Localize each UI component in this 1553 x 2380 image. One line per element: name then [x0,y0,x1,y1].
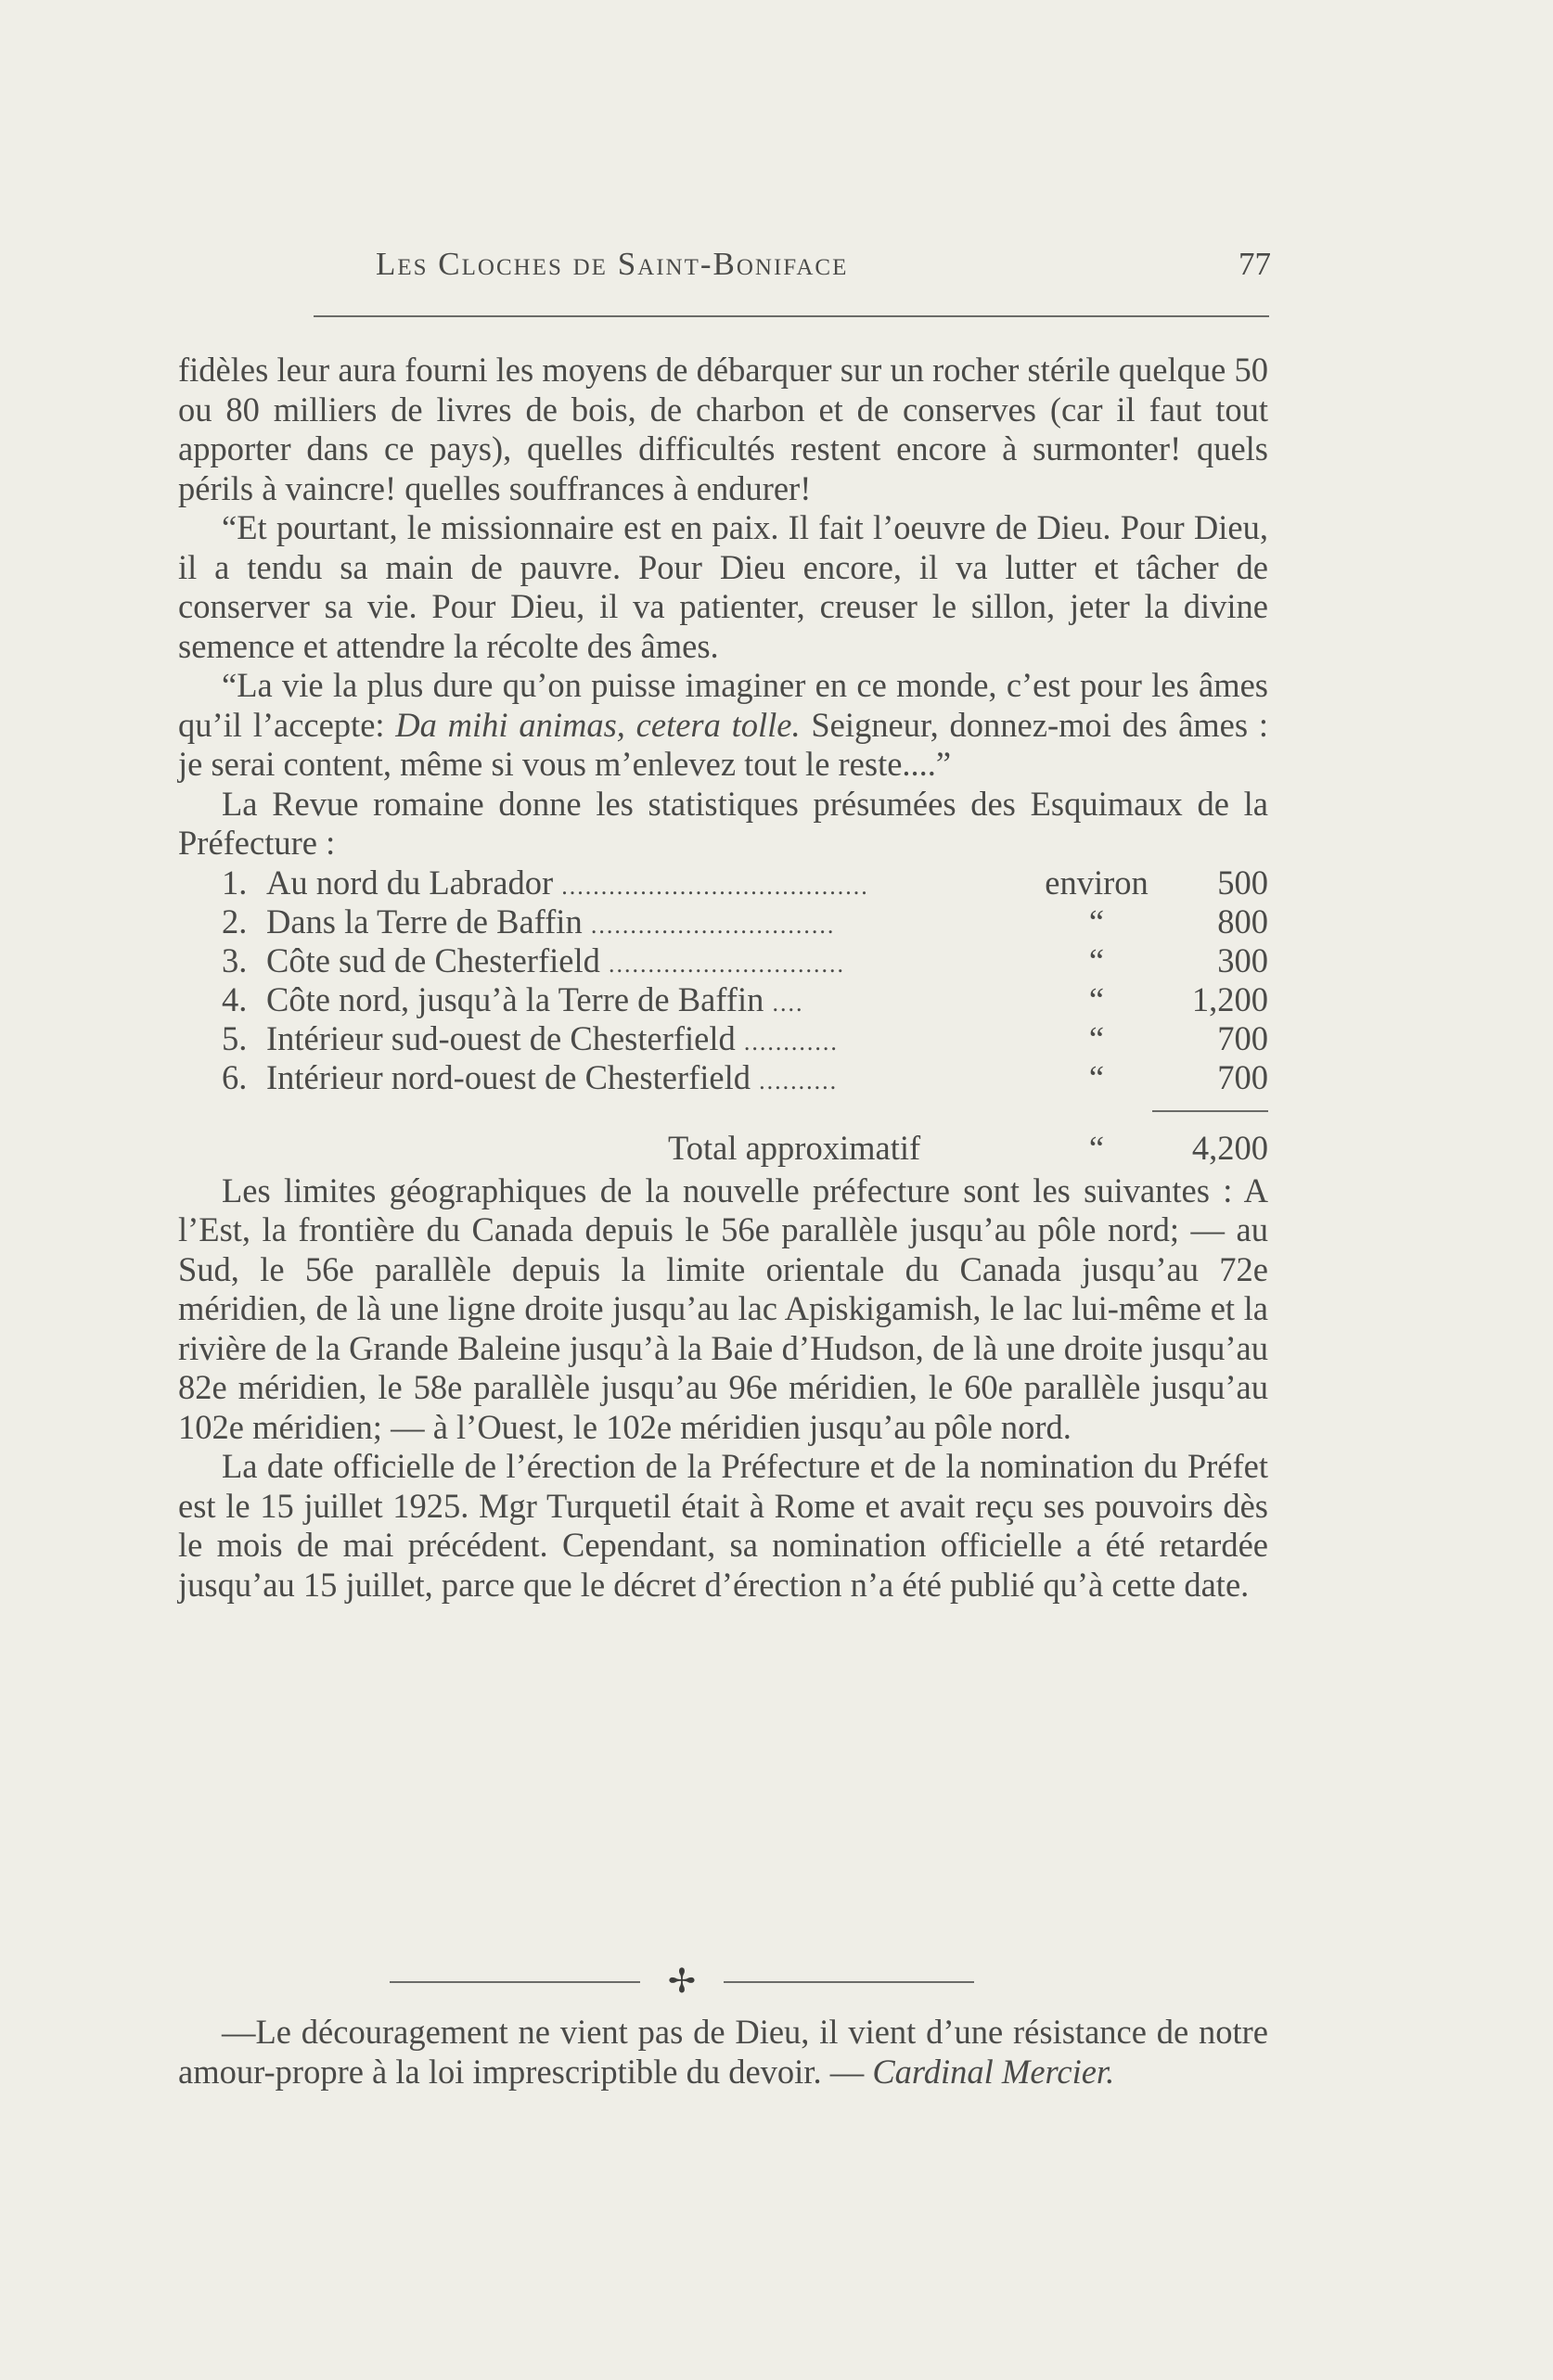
cross-icon: ✢ [667,1963,697,2000]
divider-line-left [390,1981,640,1983]
stat-unit: “ [1088,979,1105,1018]
stat-number: 2. [222,902,248,940]
stat-value: 800 [1217,902,1268,940]
paragraph-statistics-intro: La Revue romaine donne les statistiques présumées des Esquimaux de la Préfecture : [178,784,1268,862]
running-head-title: Les Cloches de Saint-Boniface [376,246,849,282]
main-text [178,351,1268,1605]
quote-after: Seigneur, donnez-moi des âmes : je serai content, même si vous m’enlevez tout le reste....” [178,705,1268,783]
stat-value: 1,200 [1191,979,1268,1018]
total-row [178,1123,1268,1171]
stat-value: 500 [1217,863,1268,902]
stat-number: 6. [222,1057,248,1096]
stat-number: 4. [222,979,248,1018]
stat-unit: “ [1088,1057,1105,1096]
leader-dots: .............................. [608,950,845,978]
stat-row [178,902,1268,941]
total-rule [1152,1110,1268,1112]
stat-label: Dans la Terre de Baffin ............................... [266,902,836,940]
stat-number: 3. [222,940,248,979]
stat-label: Côte nord, jusqu’à la Terre de Baffin .... [266,979,804,1018]
leader-dots: ............................... [590,911,836,939]
paragraph-missionary: “Et pourtant, le missionnaire est en paix. Il fait l’oeuvre de Dieu. Pour Dieu, il a tendu sa main de pauvre. Pour Dieu encore, il va lutter et tâcher de conserver sa vie. Pour Dieu, il va patienter, creuser le sillon, jeter la divine semence et attendre la récolte des âmes. [178,508,1268,665]
stat-row [178,1019,1268,1058]
stat-value: 700 [1217,1057,1268,1096]
page-number: 77 [1239,246,1271,282]
epigraph [178,2013,1268,2092]
quote-latin: Da mihi animas, cetera tolle. [395,705,801,744]
paragraph-boundaries: Les limites géographiques de la nouvelle préfecture sont les suivantes : A l’Est, la frontière du Canada depuis le 56e parallèle jusqu’au pôle nord; — au Sud, le 56e parallèle depuis la limite orientale du Canada jusqu’au 72e méridien, de là une ligne droite jusqu’au lac Apiskigamish, le lac lui-même et la rivière de la Grande Baleine jusqu’à la Baie d’Hudson, de là une droite jusqu’au 82e méridien, le 58e parallèle jusqu’au 96e méridien, le 60e parallèle jusqu’au 102e méridien; — à l’Ouest, le 102e méridien jusqu’au pôle nord. [178,1171,1268,1446]
leader-dots: ....................................... [561,872,869,900]
paragraph-quote [178,666,1268,785]
quote-before: “La vie la plus dure qu’on puisse imaginer en ce monde, c’est pour les âmes qu’il l’accepte: [178,666,1268,744]
stat-unit: environ [1045,863,1149,902]
header-rule [314,315,1269,317]
leader-dots: .......... [759,1067,839,1094]
total-rule-row [178,1097,1268,1123]
leader-dots: .... [772,989,804,1017]
stat-row [178,941,1268,980]
statistics-list [178,864,1268,1097]
leader-dots: ............ [743,1028,839,1056]
epigraph-author: Cardinal Mercier. [872,2052,1115,2091]
stat-label: Intérieur nord-ouest de Chesterfield .......... [266,1057,839,1096]
stat-number: 5. [222,1018,248,1057]
stat-unit: “ [1088,1018,1105,1057]
stat-row [178,1058,1268,1097]
total-value: 4,200 [1191,1128,1268,1167]
stat-label: Au nord du Labrador ....................................... [266,863,869,902]
stat-label: Intérieur sud-ouest de Chesterfield ............ [266,1018,839,1057]
paragraph-date: La date officielle de l’érection de la Préfecture et de la nomination du Préfet est le 15 juillet 1925. Mgr Turquetil était à Rome et avait reçu ses pouvoirs dès le mois de mai précédent. Cependant, sa nomination officielle a été retardée jusqu’au 15 juillet, parce que le décret d’érection n’a été publié qu’à cette date. [178,1447,1268,1604]
running-head [376,246,1271,292]
paragraph-continuation: fidèles leur aura fourni les moyens de débarquer sur un rocher stérile quelque 50 ou 80 milliers de livres de bois, de charbon et de conserves (car il faut tout apporter dans ce pays), quelles difficultés restent encore à surmonter! quels périls à vaincre! quelles souffrances à endurer! [178,351,1268,507]
total-label: Total approximatif [668,1128,921,1167]
stat-row [178,864,1268,902]
stat-value: 700 [1217,1018,1268,1057]
total-unit: “ [1088,1128,1105,1167]
section-divider [390,1963,974,2000]
stat-row [178,980,1268,1019]
stat-unit: “ [1088,940,1105,979]
stat-label: Côte sud de Chesterfield .............................. [266,940,845,979]
stat-number: 1. [222,863,248,902]
epigraph-text: —Le découragement ne vient pas de Dieu, il vient d’une résistance de notre amour-propre à la loi imprescriptible du devoir. — Cardinal Mercier. [178,2013,1268,2091]
stat-value: 300 [1217,940,1268,979]
stat-unit: “ [1088,902,1105,940]
divider-line-right [724,1981,974,1983]
